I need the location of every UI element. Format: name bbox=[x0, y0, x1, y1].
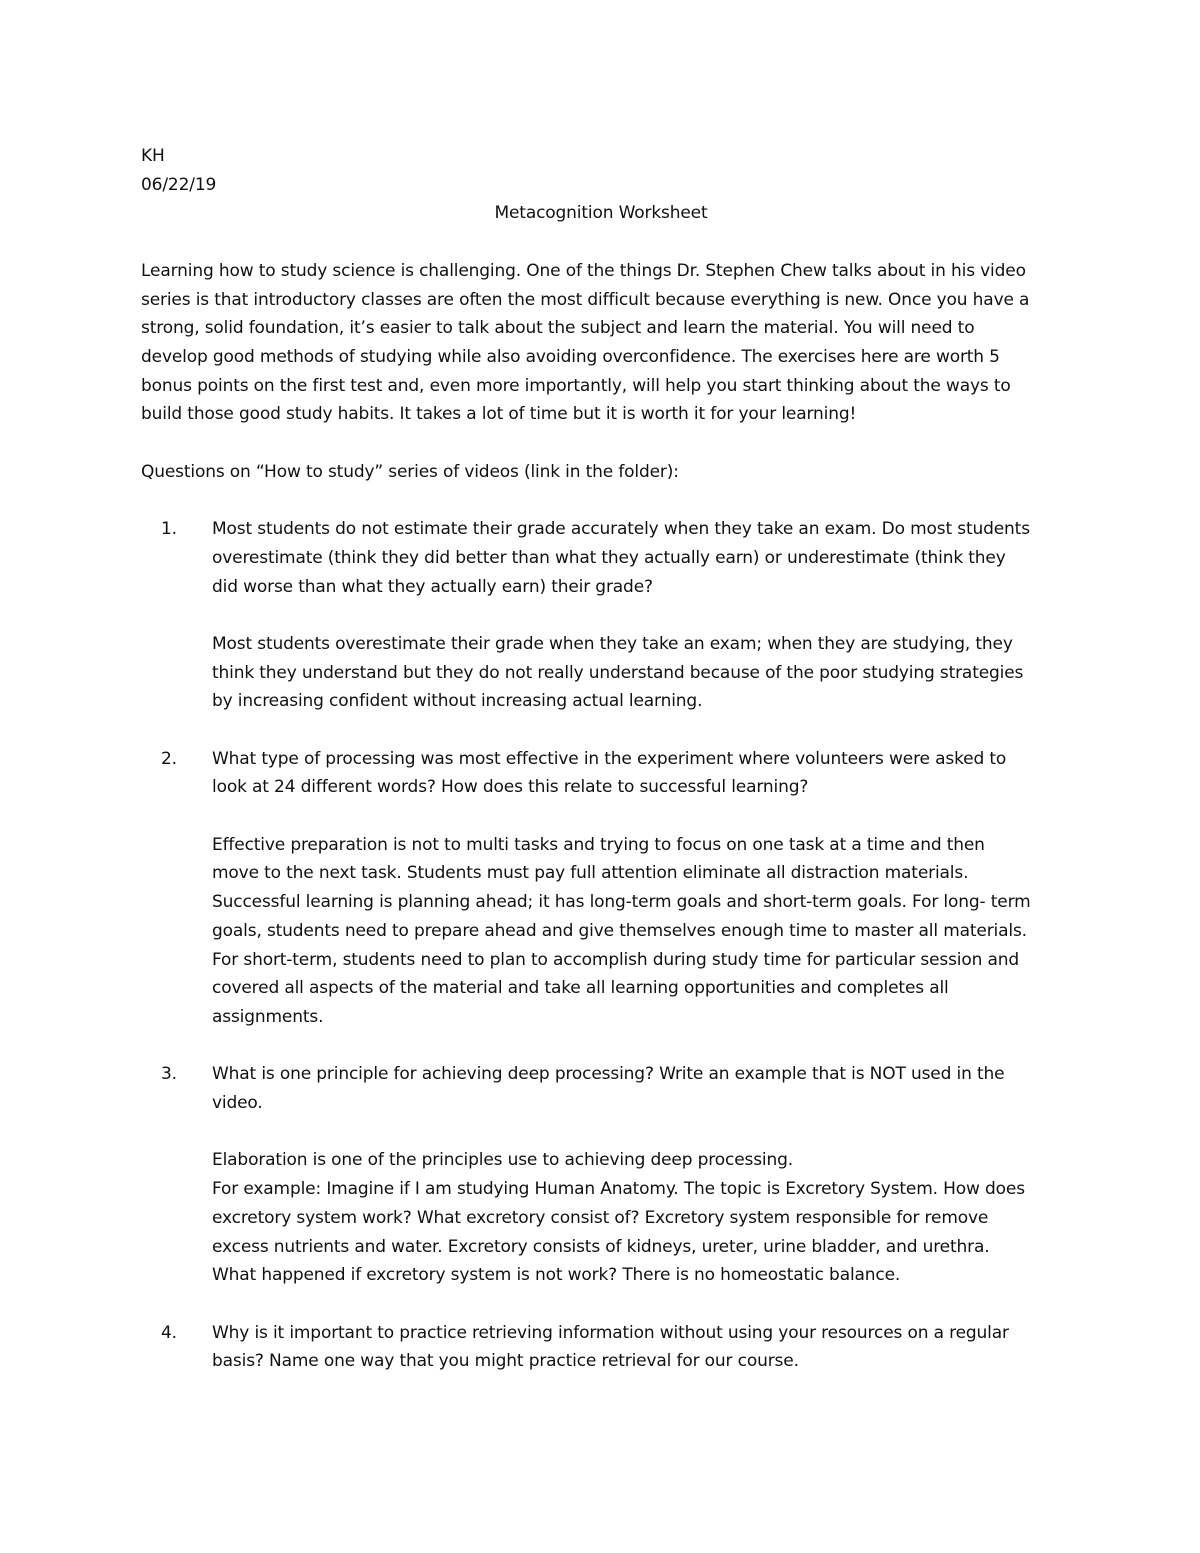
document-content bbox=[141, 142, 1061, 1405]
question-number: 2. bbox=[161, 748, 177, 769]
intro-line: bonus points on the first test and, even more importantly, will help you start thinking about the ways to bbox=[141, 375, 1011, 396]
answer-line: Most students overestimate their grade when they take an exam; when they are studying, they bbox=[212, 633, 1013, 654]
question-text bbox=[212, 745, 1061, 802]
question-text bbox=[212, 1319, 1061, 1376]
question-number: 4. bbox=[161, 1322, 177, 1343]
document-title: Metacognition Worksheet bbox=[494, 203, 708, 224]
answer-line: by increasing confident without increasing actual learning. bbox=[212, 691, 703, 712]
question-line: Most students do not estimate their grade accurately when they take an exam. Do most students bbox=[212, 519, 1030, 540]
question-line: video. bbox=[212, 1093, 263, 1114]
answer-line: For short-term, students need to plan to accomplish during study time for particular session and bbox=[212, 949, 1020, 970]
questions-header: Questions on “How to study” series of videos (link in the folder): bbox=[141, 461, 679, 482]
answer-line: Successful learning is planning ahead; it has long-term goals and short-term goals. For long- term bbox=[212, 892, 1031, 913]
question-line: look at 24 different words? How does this relate to successful learning? bbox=[212, 777, 809, 798]
intro-line: series is that introductory classes are often the most difficult because everything is new. Once you have a bbox=[141, 289, 1030, 310]
intro-paragraph bbox=[141, 257, 1061, 429]
answer-line: assignments. bbox=[212, 1007, 324, 1027]
intro-line: Learning how to study science is challenging. One of the things Dr. Stephen Chew talks about in his video bbox=[141, 260, 1026, 281]
answer-line: think they understand but they do not really understand because of the poor studying strategies bbox=[212, 662, 1024, 683]
question-line: overestimate (think they did better than what they actually earn) or underestimate (think they bbox=[212, 547, 1006, 568]
question-number: 3. bbox=[161, 1064, 177, 1085]
question-item bbox=[141, 515, 1061, 716]
student-initials: KH bbox=[141, 146, 165, 166]
intro-line: build those good study habits. It takes a lot of time but it is worth it for your learning! bbox=[141, 404, 857, 425]
question-item bbox=[141, 1060, 1061, 1290]
answer-line: move to the next task. Students must pay full attention eliminate all distraction materials. bbox=[212, 863, 969, 884]
question-number: 1. bbox=[161, 519, 177, 540]
answer-text bbox=[212, 630, 1061, 716]
intro-line: develop good methods of studying while also avoiding overconfidence. The exercises here are worth 5 bbox=[141, 346, 1000, 367]
question-line: did worse than what they actually earn) their grade? bbox=[212, 576, 653, 597]
question-text bbox=[212, 515, 1061, 601]
question-item bbox=[141, 745, 1061, 1032]
question-line: What is one principle for achieving deep processing? Write an example that is NOT used in the bbox=[212, 1064, 1005, 1085]
question-line: What type of processing was most effective in the experiment where volunteers were asked to bbox=[212, 748, 1007, 769]
question-line: basis? Name one way that you might practice retrieval for our course. bbox=[212, 1351, 799, 1372]
answer-line: excretory system work? What excretory consist of? Excretory system responsible for remove bbox=[212, 1207, 989, 1228]
answer-line: covered all aspects of the material and take all learning opportunities and completes all bbox=[212, 978, 949, 999]
answer-text bbox=[212, 1146, 1061, 1290]
question-item bbox=[141, 1319, 1061, 1376]
answer-line: Elaboration is one of the principles use to achieving deep processing. bbox=[212, 1150, 794, 1171]
answer-line: What happened if excretory system is not work? There is no homeostatic balance. bbox=[212, 1265, 901, 1286]
answer-text bbox=[212, 831, 1061, 1032]
answer-line: goals, students need to prepare ahead and give themselves enough time to master all materials. bbox=[212, 920, 1027, 941]
document-date: 06/22/19 bbox=[141, 174, 217, 195]
answer-line: For example: Imagine if I am studying Human Anatomy. The topic is Excretory System. How does bbox=[212, 1179, 1025, 1200]
question-text bbox=[212, 1060, 1061, 1117]
question-line: Why is it important to practice retrieving information without using your resources on a regular bbox=[212, 1322, 1009, 1343]
intro-line: strong, solid foundation, it’s easier to talk about the subject and learn the material. You will need to bbox=[141, 318, 975, 339]
answer-line: excess nutrients and water. Excretory consists of kidneys, ureter, urine bladder, and urethra. bbox=[212, 1236, 990, 1257]
answer-line: Effective preparation is not to multi tasks and trying to focus on one task at a time and then bbox=[212, 834, 985, 855]
questions-list bbox=[141, 515, 1061, 1376]
